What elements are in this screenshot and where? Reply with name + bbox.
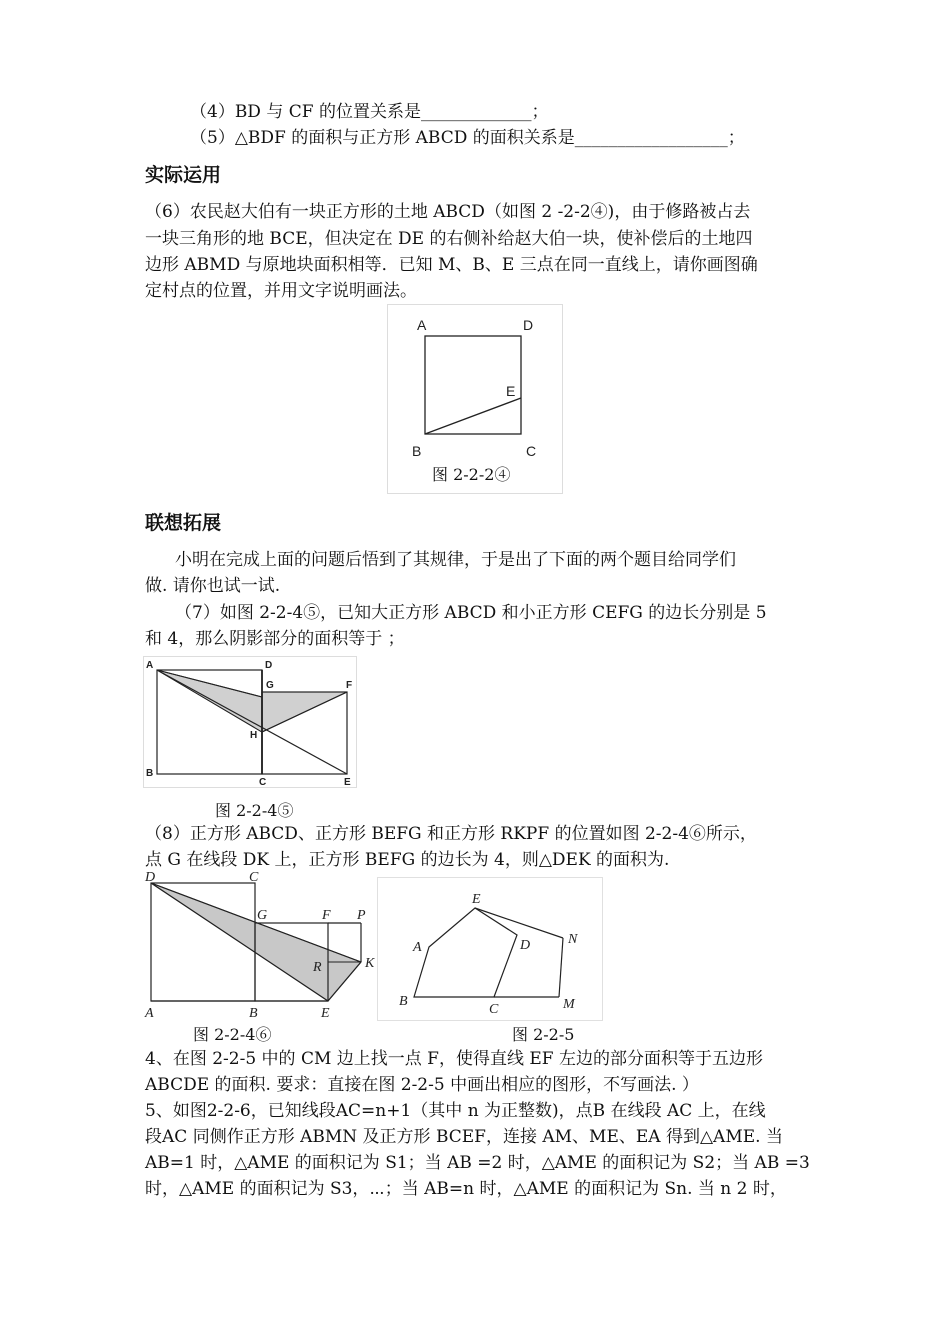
label-d: D: [145, 870, 156, 885]
question-7-line-1: （7）如图 2-2-4⑤，已知大正方形 ABCD 和小正方形 CEFG 的边长分别是 5: [175, 603, 767, 623]
question-4-line: （4）BD 与 CF 的位置关系是_____________；: [190, 102, 549, 122]
label-k: K: [365, 956, 375, 971]
problem-5-line-1: 5、如图2-2-6，已知线段AC=n+1（其中 n 为正整数)，点B 在线段 AC 上，在线: [145, 1101, 766, 1121]
section-heading-extension: 联想拓展: [145, 512, 222, 534]
label-d: D: [520, 938, 531, 953]
caption-fig-2-2-4-6: 图 2-2-4⑥: [193, 1025, 272, 1044]
label-c: C: [249, 870, 259, 885]
label-p: P: [357, 908, 366, 923]
caption-fig-2-2-2-4: 图 2-2-2④: [432, 465, 511, 484]
label-b: B: [249, 1006, 258, 1021]
problem-5-line-2: 段AC 同侧作正方形 ABMN 及正方形 BCEF，连接 AM、ME、EA 得到△AME. 当: [145, 1127, 783, 1147]
label-c: C: [489, 1002, 499, 1017]
label-m: M: [563, 997, 575, 1012]
label-e: E: [344, 777, 351, 788]
label-d: D: [523, 317, 534, 333]
label-h: H: [250, 730, 258, 741]
question-6-line-2: 一块三角形的地 BCE，但决定在 DE 的右侧补给赵大伯一块，使补偿后的土地四: [145, 229, 753, 249]
segment-en: [475, 908, 563, 938]
label-n: N: [568, 932, 578, 947]
question-6-line-3: 边形 ABMD 与原地块面积相等．已知 M、B、E 三点在同一直线上，请你画图确: [145, 255, 758, 275]
figure-2-2-5: [377, 877, 603, 1025]
label-c: C: [259, 777, 267, 788]
problem-4-line-1: 4、在图 2-2-5 中的 CM 边上找一点 F，使得直线 EF 左边的部分面积等于五边形: [145, 1049, 763, 1069]
figure-2-2-4-6: [143, 869, 375, 1025]
pentagon-abcde: [414, 908, 517, 997]
label-b: B: [399, 994, 408, 1009]
label-g: G: [257, 908, 268, 923]
label-e: E: [321, 1006, 330, 1021]
label-f: F: [346, 680, 353, 691]
label-a: A: [417, 317, 427, 333]
question-8-line-2: 点 G 在线段 DK 上，正方形 BEFG 的边长为 4，则△DEK 的面积为.: [145, 850, 670, 870]
label-g: G: [266, 680, 274, 691]
label-r: R: [313, 960, 322, 975]
caption-fig-2-2-5: 图 2-2-5: [512, 1025, 575, 1044]
question-7-line-2: 和 4，那么阴影部分的面积等于 ；: [145, 629, 405, 649]
question-8-line-1: （8）正方形 ABCD、正方形 BEFG 和正方形 RKPF 的位置如图 2-2-4⑥所示，: [145, 824, 757, 844]
question-6-line-4: 定村点的位置，并用文字说明画法。: [145, 281, 417, 301]
intro-line-1: 小明在完成上面的问题后悟到了其规律，于是出了下面的两个题目给同学们: [175, 550, 736, 570]
label-e: E: [472, 892, 481, 907]
label-f: F: [322, 908, 331, 923]
segment-ae: [157, 670, 347, 774]
question-5-line: （5）△BDF 的面积与正方形 ABCD 的面积关系是__________________；: [190, 128, 745, 148]
label-d: D: [265, 660, 273, 671]
shaded-triangle-dek: [151, 883, 361, 1001]
problem-5-line-4: 时，△AME 的面积记为 S3，⋯；当 AB=n 时，△AME 的面积记为 Sn. 当 n 2 时，: [145, 1179, 787, 1199]
segment-nm: [559, 938, 563, 997]
figure-2-2-4-5: [143, 656, 357, 792]
label-c: C: [526, 443, 537, 459]
problem-4-line-2: ABCDE 的面积. 要求：直接在图 2-2-5 中画出相应的图形，不写画法. ）: [145, 1075, 699, 1095]
label-b: B: [412, 443, 422, 459]
question-6-line-1: （6）农民赵大伯有一块正方形的土地 ABCD（如图 2 -2-2④)，由于修路被占去: [145, 202, 751, 222]
segment-be: [425, 398, 521, 434]
label-b: B: [146, 768, 154, 779]
problem-5-line-3: AB=1 时，△AME 的面积记为 S1；当 AB =2 时，△AME 的面积记为 S2；当 AB =3: [145, 1153, 810, 1173]
label-a: A: [145, 1006, 154, 1021]
caption-fig-2-2-4-5: 图 2-2-4⑤: [215, 801, 294, 820]
label-a: A: [146, 660, 154, 671]
label-e: E: [506, 383, 516, 399]
intro-line-2: 做. 请你也试一试.: [145, 576, 281, 596]
section-heading-practical: 实际运用: [145, 164, 222, 186]
label-a: A: [413, 940, 422, 955]
